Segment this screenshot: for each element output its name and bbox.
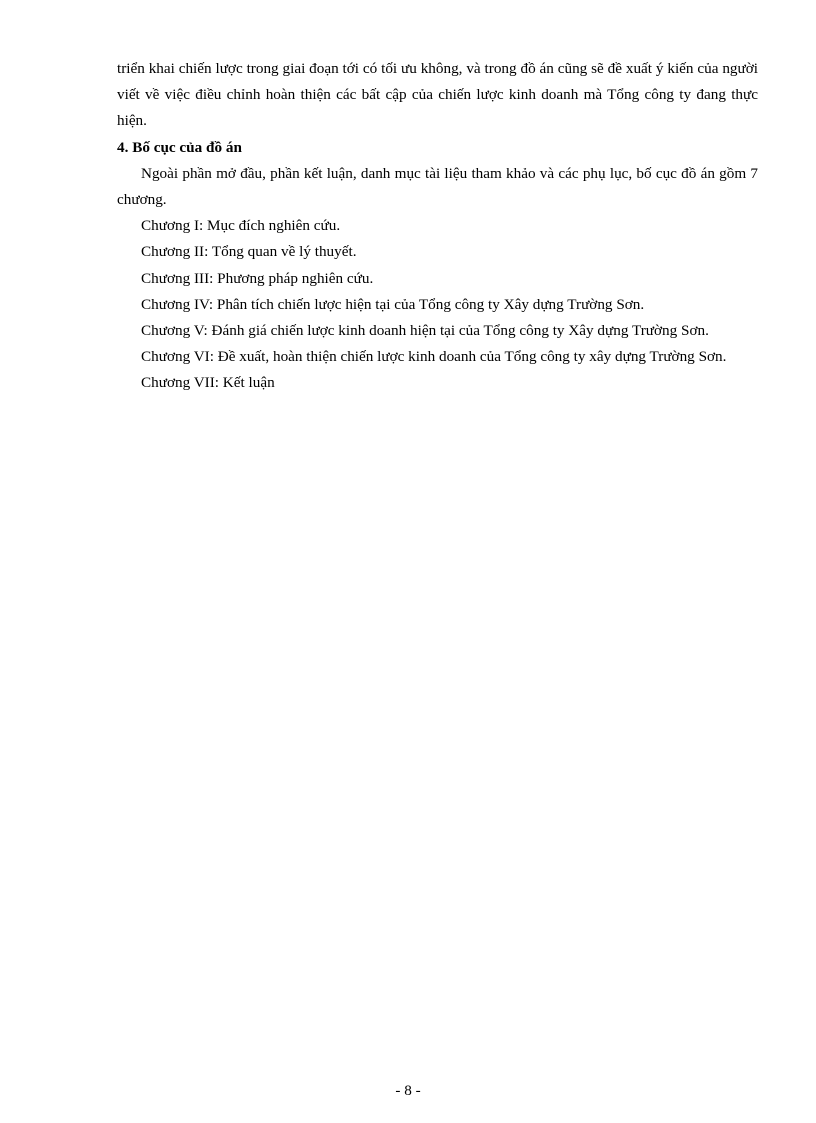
chapter-item-3: Chương III: Phương pháp nghiên cứu. xyxy=(141,269,374,287)
page-number: - 8 - xyxy=(395,1082,421,1099)
chapter-item-7: Chương VII: Kết luận xyxy=(141,374,275,392)
page-content xyxy=(117,56,758,397)
section-intro-paragraph: Ngoài phần mở đầu, phần kết luận, danh mục tài liệu tham khảo và các phụ lục, bố cục đồ án gồm 7 chương. xyxy=(117,164,758,209)
chapter-item-2: Chương II: Tổng quan về lý thuyết. xyxy=(141,243,357,261)
intro-paragraph: triển khai chiến lược trong giai đoạn tới có tối ưu không, và trong đồ án cũng sẽ đề xuất ý kiến của người viết về việc điều chỉnh hoàn thiện các bất cập của chiến lược kinh doanh mà Tổng công ty đang thực hiện. xyxy=(117,60,758,130)
chapter-item-6: Chương VI: Đề xuất, hoàn thiện chiến lược kinh doanh của Tổng công ty xây dựng Trường Sơn. xyxy=(141,348,727,366)
section-heading: 4. Bố cục của đồ án xyxy=(117,138,242,156)
chapter-item-4: Chương IV: Phân tích chiến lược hiện tại của Tổng công ty Xây dựng Trường Sơn. xyxy=(141,295,645,313)
chapter-item-1: Chương I: Mục đích nghiên cứu. xyxy=(141,217,341,235)
chapter-item-5: Chương V: Đánh giá chiến lược kinh doanh hiện tại của Tổng công ty Xây dựng Trường Sơn. xyxy=(141,322,709,340)
